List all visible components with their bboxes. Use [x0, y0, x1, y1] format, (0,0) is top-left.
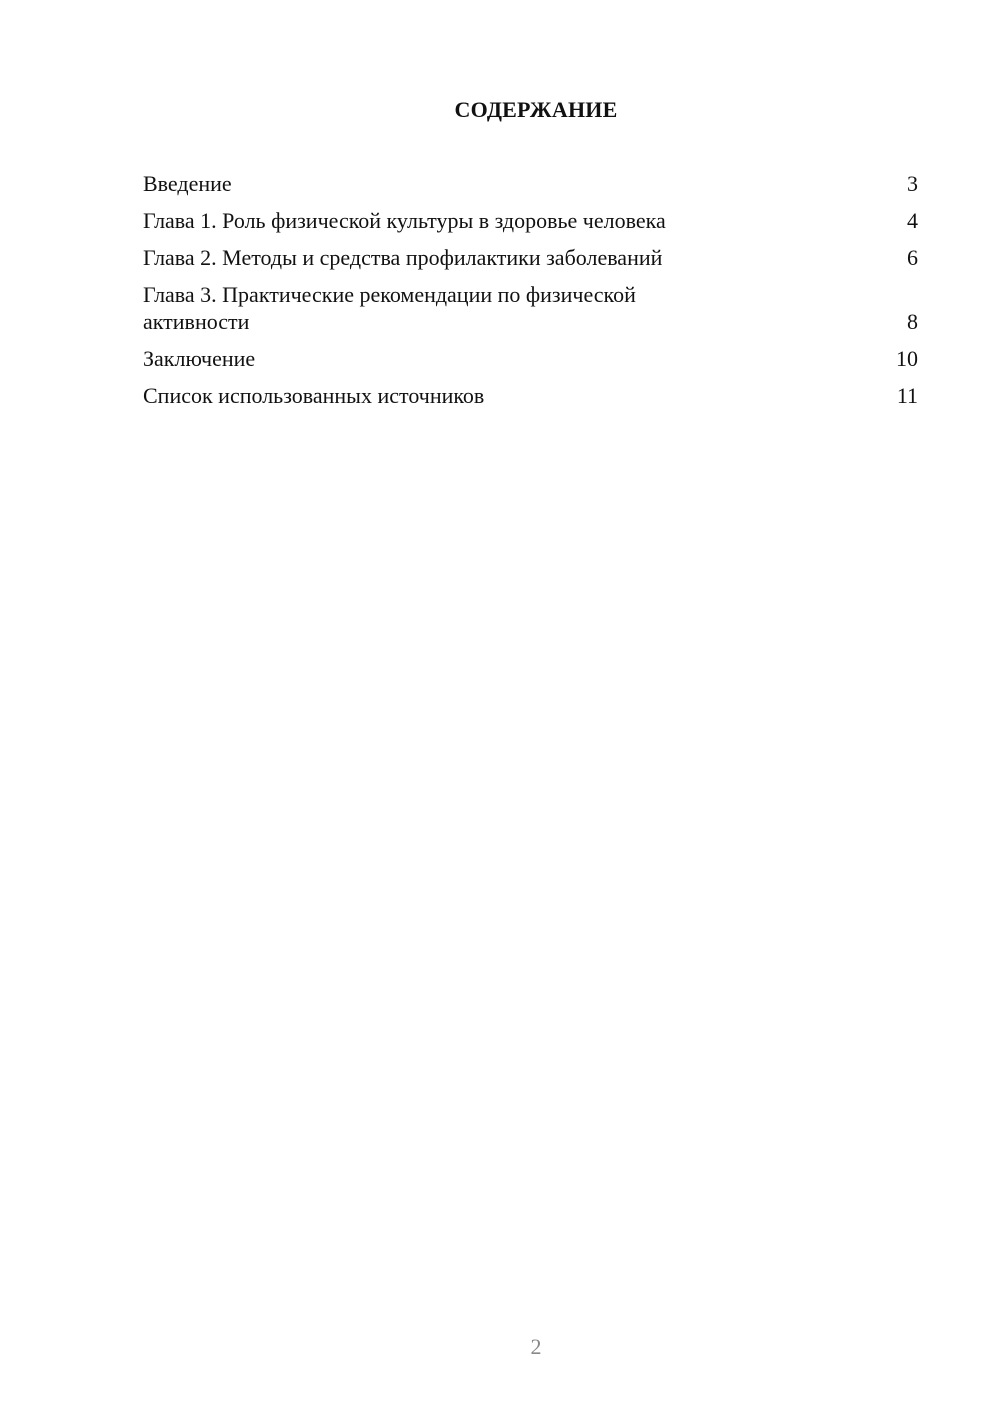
toc-entry-page: 8	[907, 309, 918, 334]
toc-entry-references	[143, 382, 918, 409]
page-number: 2	[530, 1334, 542, 1359]
toc-entry-introduction	[143, 170, 918, 197]
toc-entry-chapter-1	[143, 207, 918, 234]
toc-entry-label: Глава 2. Методы и средства профилактики заболеваний	[143, 245, 663, 270]
toc-entry-conclusion	[143, 345, 918, 372]
toc-heading: СОДЕРЖАНИЕ	[454, 97, 618, 122]
toc-entry-label: Заключение	[143, 346, 256, 371]
toc-entry-page: 10	[896, 346, 918, 371]
toc-entry-page: 4	[907, 208, 918, 233]
toc-entry-chapter-2	[143, 244, 918, 271]
toc-entry-page: 6	[907, 245, 918, 270]
table-of-contents	[143, 170, 918, 419]
toc-entry-label: Введение	[143, 171, 232, 196]
toc-entry-page: 11	[896, 383, 918, 408]
toc-entry-label: Глава 3. Практические рекомендации по физической активности	[143, 282, 636, 334]
toc-entry-page: 3	[907, 171, 918, 196]
toc-entry-chapter-3	[143, 281, 918, 335]
toc-entry-label: Глава 1. Роль физической культуры в здоровье человека	[143, 208, 666, 233]
toc-entry-label: Список использованных источников	[143, 383, 485, 408]
